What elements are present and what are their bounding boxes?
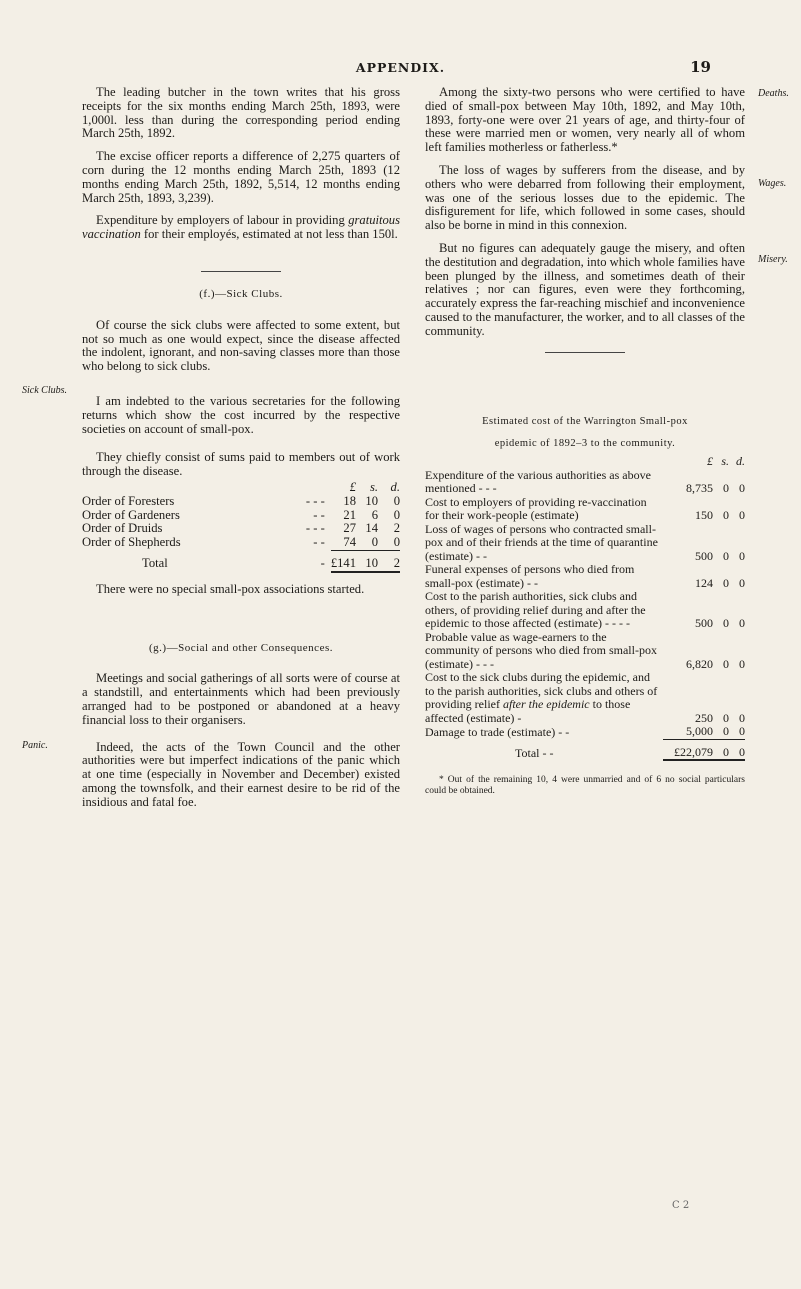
leader-dots: - - xyxy=(313,507,325,522)
total-cell: £22,079 xyxy=(663,739,713,760)
row-label: Order of Druids xyxy=(82,521,163,536)
cell: 0 xyxy=(393,493,400,508)
leader-dots: - - - xyxy=(305,493,325,508)
table-row xyxy=(425,631,745,672)
cell: 0 xyxy=(723,710,729,725)
paragraph: Among the sixty-two persons who were certified to have died of small-pox between May 10th, 1892, and May 10th, 1893, forty-one were over 21 years of age, and thirty-four of these were married men or women, very nearly all of whom left families motherless or fatherless.* xyxy=(425,85,745,155)
cell: 0 xyxy=(713,725,729,739)
table-header-row xyxy=(82,481,400,495)
paragraph: But no figures can adequately gauge the misery, and often the destitution and degradation, into which whole families have been plunged by the illness, and sometimes death of their relatives ; nor can figures, even were they forthcoming, accurately express the far-reaching mischief and inconvenience caused to the manufacturer, the worker, and to all classes of the community. xyxy=(425,240,746,338)
table-row xyxy=(425,523,745,564)
total-cell: 10 xyxy=(356,550,378,571)
text-span: for their employés, estimated at not less than 150l. xyxy=(140,227,398,242)
cell: 0 xyxy=(739,616,745,631)
total-label: Total - - xyxy=(515,745,554,760)
cost-estimate-table xyxy=(425,455,745,761)
cell: 0 xyxy=(356,536,378,550)
total-cell: £141 xyxy=(331,550,356,571)
cell: 21 xyxy=(343,507,356,522)
row-label: Cost to employers of providing re-vaccination for their work-people (estimate) xyxy=(425,494,647,523)
row-label: Order of Foresters xyxy=(82,493,175,508)
cell: 0 xyxy=(729,725,745,739)
paragraph: The excise officer reports a difference of 2,275 quarters of corn during the 12 months ending March 25th, 1893 (12 months ending March 25th, 1892, 5,514, 12 months ending March 25th, 1893, 3,239). xyxy=(82,149,400,205)
row-label: Loss of wages of persons who contracted small-pox and of their friends at the time of quarantine (estimate) - - xyxy=(425,521,658,563)
cell: 2 xyxy=(393,521,400,536)
italic-span: gratuitous vaccination xyxy=(82,213,400,242)
leader-dots: - - xyxy=(313,535,325,550)
cell: 10 xyxy=(365,493,378,508)
paragraph: I am indebted to the various secretaries for the following returns which show the cost incurred by the respective societies on account of small-pox. xyxy=(82,393,400,436)
row-label: Funeral expenses of persons who died from small-pox (estimate) - - xyxy=(425,562,635,590)
table-row xyxy=(82,509,400,523)
italic-span: after the epidemic xyxy=(502,697,590,712)
table-row xyxy=(425,671,745,725)
table-title: Estimated cost of the Warrington Small-pox xyxy=(482,415,688,427)
column-header: £ xyxy=(349,479,356,494)
page-header xyxy=(0,60,801,80)
cell: 0 xyxy=(739,575,745,590)
cell: 0 xyxy=(378,536,400,550)
running-title: APPENDIX. xyxy=(355,60,446,75)
cell: 0 xyxy=(723,548,729,563)
margin-note: Misery. xyxy=(758,254,788,265)
footnote: * Out of the remaining 10, 4 were unmarried and of 6 no social particulars could be obtained. xyxy=(425,775,745,797)
margin-note: Deaths. xyxy=(758,88,789,99)
table-row xyxy=(82,536,400,550)
cell: 0 xyxy=(739,656,745,671)
cell: 14 xyxy=(365,521,378,536)
leader-dots: - - - xyxy=(305,521,325,536)
cell: 74 xyxy=(331,536,356,550)
row-label xyxy=(425,671,663,725)
table-row xyxy=(425,590,745,631)
table-row xyxy=(425,725,745,739)
cell: 0 xyxy=(723,481,729,496)
cell: 0 xyxy=(393,507,400,522)
sick-club-sums-table xyxy=(82,481,400,573)
table-row xyxy=(425,469,745,496)
cell: 18 xyxy=(343,493,356,508)
cell: 250 xyxy=(695,710,713,725)
table-header-row xyxy=(425,455,745,469)
page-number: 19 xyxy=(690,58,711,76)
cell: 0 xyxy=(723,575,729,590)
text-span: to those affected (estimate) - xyxy=(425,697,631,725)
text-span: Cost to the sick clubs during the epidemic, and to the parish authorities, sick clubs and others of providing relief xyxy=(425,670,658,712)
paragraph: There were no special small-pox associations started. xyxy=(96,581,365,596)
column-header: d. xyxy=(390,479,400,494)
table-row xyxy=(425,496,745,523)
cell: 0 xyxy=(723,508,729,523)
cell: 0 xyxy=(739,481,745,496)
left-column xyxy=(82,86,400,818)
row-label: Order of Gardeners xyxy=(82,507,180,522)
section-heading: (g.)—Social and other Consequences. xyxy=(149,641,333,654)
cell: 0 xyxy=(723,656,729,671)
margin-note: Panic. xyxy=(22,740,48,751)
total-row xyxy=(425,739,745,760)
paragraph xyxy=(82,214,400,242)
total-cell: 0 xyxy=(713,739,729,760)
row-label: Probable value as wage-earners to the community of persons who died from small-pox (estimate) - - - xyxy=(425,629,657,671)
leader-dots: - xyxy=(320,556,325,571)
cell: 500 xyxy=(695,548,713,563)
cell: 8,735 xyxy=(686,481,713,496)
column-header: d. xyxy=(736,454,745,469)
cell: 6,820 xyxy=(686,656,713,671)
paragraph: Meetings and social gatherings of all sorts were of course at a standstill, and entertainments which had been previously arranged had to be postponed or abandoned at a heavy financial loss to their organisers. xyxy=(82,671,400,727)
total-cell: 0 xyxy=(729,739,745,760)
column-header: £ xyxy=(707,454,713,469)
column-header: s. xyxy=(721,454,729,469)
cell: 0 xyxy=(723,616,729,631)
row-label: Expenditure of the various authorities as above mentioned - - - xyxy=(425,467,651,496)
table-row xyxy=(425,563,745,590)
row-label: Cost to the parish authorities, sick clubs and others, of providing relief during and after the epidemic to those affected (estimate) - - - - xyxy=(425,589,646,631)
table-row xyxy=(82,522,400,536)
cell: 500 xyxy=(695,616,713,631)
paragraph: They chiefly consist of sums paid to members out of work through the disease. xyxy=(82,450,400,479)
margin-note: Wages. xyxy=(758,178,787,189)
cell: 6 xyxy=(371,507,378,522)
column-header: s. xyxy=(369,479,378,494)
total-label: Total xyxy=(142,556,168,571)
paragraph: Indeed, the acts of the Town Council and the other authorities were but imperfect indications of the panic which at one time (especially in November and December) existed among the townsfolk, and their earnest desire to be rid of the insidious and fatal foe. xyxy=(82,739,400,809)
total-cell: 2 xyxy=(378,550,400,571)
table-row xyxy=(82,495,400,509)
paragraph: The leading butcher in the town writes that his gross receipts for the six months ending March 25th, 1893, were 1,000l. less than during the corresponding period ending March 25th, 1892. xyxy=(82,85,400,141)
section-heading: (f.)—Sick Clubs. xyxy=(199,287,283,300)
table-title: epidemic of 1892–3 to the community. xyxy=(494,438,676,450)
row-label: Order of Shepherds xyxy=(82,535,181,550)
paragraph: Of course the sick clubs were affected to some extent, but not so much as one would expect, since the disease affected the indolent, ignorant, and non-saving classes more than those who belong to sick clubs. xyxy=(82,317,400,374)
cell: 0 xyxy=(739,548,745,563)
paragraph: The loss of wages by sufferers from the disease, and by others who were debarred from following their employment, was one of the serious losses due to the epidemic. The disfigurement for life, which followed in some cases, should also be borne in mind in this connexion. xyxy=(425,162,745,233)
page-signature: C 2 xyxy=(672,1200,690,1211)
margin-note: Sick Clubs. xyxy=(22,385,67,396)
cell: 150 xyxy=(695,508,713,523)
cell: 5,000 xyxy=(663,725,713,739)
text-span: Expenditure by employers of labour in providing xyxy=(96,213,349,228)
cell: 0 xyxy=(739,508,745,523)
cell: 0 xyxy=(739,710,745,725)
cell: 124 xyxy=(695,575,713,590)
cell: 27 xyxy=(343,521,356,536)
row-label: Damage to trade (estimate) - - xyxy=(425,724,570,739)
total-row xyxy=(82,550,400,571)
right-column xyxy=(425,86,745,806)
